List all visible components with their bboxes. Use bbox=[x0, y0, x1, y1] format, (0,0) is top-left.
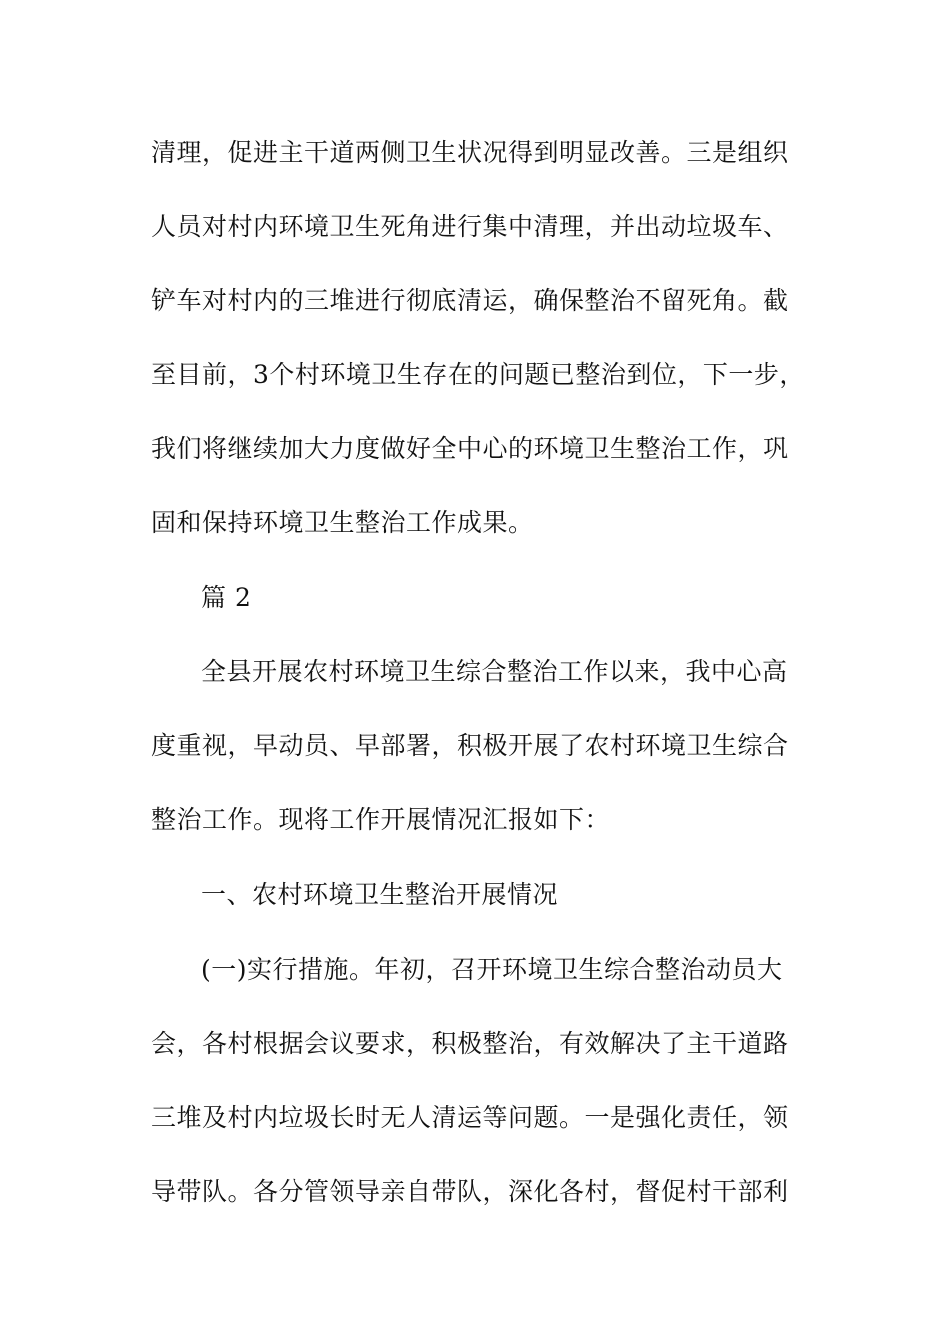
section-heading: 篇 2 bbox=[201, 583, 252, 612]
paragraph-line: 全县开展农村环境卫生综合整治工作以来，我中心高 bbox=[201, 657, 788, 686]
paragraph-line: 三堆及村内垃圾长时无人清运等问题。一是强化责任，领 bbox=[151, 1103, 789, 1132]
paragraph-line: 铲车对村内的三堆进行彻底清运，确保整治不留死角。截 bbox=[151, 286, 789, 315]
paragraph-line: 整治工作。现将工作开展情况汇报如下： bbox=[151, 805, 611, 834]
paragraph-line: 会，各村根据会议要求，积极整治，有效解决了主干道路 bbox=[151, 1029, 789, 1058]
paragraph-line: (一)实行措施。年初，召开环境卫生综合整治动员大 bbox=[201, 955, 783, 984]
paragraph-line: 固和保持环境卫生整治工作成果。 bbox=[151, 508, 534, 537]
paragraph-line: 至目前，3个村环境卫生存在的问题已整治到位，下一步， bbox=[151, 360, 805, 389]
paragraph-line: 我们将继续加大力度做好全中心的环境卫生整治工作，巩 bbox=[151, 434, 789, 463]
paragraph-line: 人员对村内环境卫生死角进行集中清理，并出动垃圾车、 bbox=[151, 212, 789, 241]
section-heading: 一、农村环境卫生整治开展情况 bbox=[201, 880, 559, 909]
paragraph-line: 导带队。各分管领导亲自带队，深化各村，督促村干部利 bbox=[151, 1177, 789, 1206]
paragraph-line: 度重视，早动员、早部署，积极开展了农村环境卫生综合 bbox=[151, 731, 789, 760]
paragraph-line: 清理，促进主干道两侧卫生状况得到明显改善。三是组织 bbox=[151, 138, 789, 167]
